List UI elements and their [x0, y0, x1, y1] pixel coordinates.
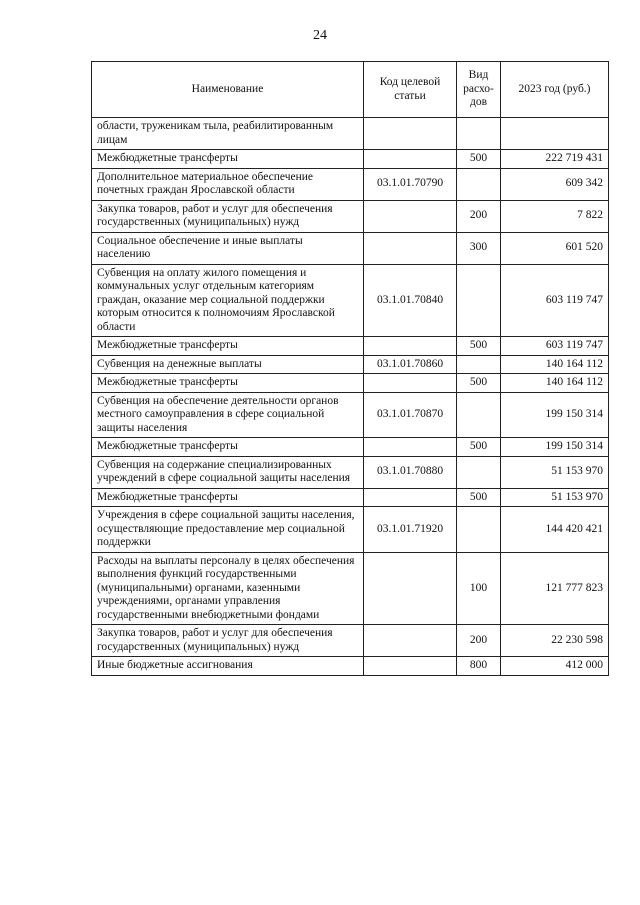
row-kind: 500 — [457, 488, 501, 507]
table-row — [92, 456, 609, 488]
row-sum: 412 000 — [501, 657, 609, 676]
row-kind: 200 — [457, 625, 501, 657]
row-name: Учреждения в сфере социальной защиты населения, осуществляющие предоставление мер социальной поддержки — [92, 507, 364, 553]
row-name: области, труженикам тыла, реабилитированным лицам — [92, 118, 364, 150]
row-name: Закупка товаров, работ и услуг для обеспечения государственных (муниципальных) нужд — [92, 625, 364, 657]
row-code — [364, 200, 457, 232]
row-code — [364, 657, 457, 676]
row-name: Закупка товаров, работ и услуг для обеспечения государственных (муниципальных) нужд — [92, 200, 364, 232]
row-name: Дополнительное материальное обеспечение почетных граждан Ярославской области — [92, 168, 364, 200]
row-code — [364, 232, 457, 264]
row-sum: 22 230 598 — [501, 625, 609, 657]
page-number: 24 — [313, 28, 327, 43]
table-row — [92, 337, 609, 356]
row-name: Межбюджетные трансферты — [92, 438, 364, 457]
table-row — [92, 507, 609, 553]
row-kind: 300 — [457, 232, 501, 264]
header-name: Наименование — [92, 62, 364, 118]
row-kind: 500 — [457, 337, 501, 356]
table-row — [92, 552, 609, 625]
table-row — [92, 232, 609, 264]
row-kind: 100 — [457, 552, 501, 625]
row-code — [364, 150, 457, 169]
row-code — [364, 625, 457, 657]
row-code: 03.1.01.70840 — [364, 264, 457, 337]
row-name: Субвенция на денежные выплаты — [92, 355, 364, 374]
row-sum: 51 153 970 — [501, 456, 609, 488]
row-kind — [457, 507, 501, 553]
row-sum: 603 119 747 — [501, 337, 609, 356]
row-name: Межбюджетные трансферты — [92, 337, 364, 356]
row-sum: 140 164 112 — [501, 374, 609, 393]
table-row — [92, 355, 609, 374]
row-kind — [457, 168, 501, 200]
row-kind: 200 — [457, 200, 501, 232]
table-row — [92, 438, 609, 457]
table-header-row — [92, 62, 609, 118]
row-sum: 51 153 970 — [501, 488, 609, 507]
row-kind — [457, 264, 501, 337]
table-row — [92, 657, 609, 676]
row-sum: 199 150 314 — [501, 438, 609, 457]
row-name: Социальное обеспечение и иные выплаты населению — [92, 232, 364, 264]
row-kind — [457, 355, 501, 374]
row-sum: 603 119 747 — [501, 264, 609, 337]
row-name: Субвенция на оплату жилого помещения и коммунальных услуг отдельным категориям граждан, оказание мер социальной поддержки которым относится к полномочиям Ярославской области — [92, 264, 364, 337]
row-name: Межбюджетные трансферты — [92, 488, 364, 507]
row-name: Межбюджетные трансферты — [92, 374, 364, 393]
row-sum: 222 719 431 — [501, 150, 609, 169]
table-row — [92, 118, 609, 150]
row-name: Субвенция на обеспечение деятельности органов местного самоуправления в сфере социальной защиты населения — [92, 392, 364, 438]
table-row — [92, 200, 609, 232]
row-code: 03.1.01.70860 — [364, 355, 457, 374]
row-code — [364, 118, 457, 150]
row-code: 03.1.01.70880 — [364, 456, 457, 488]
row-sum: 144 420 421 — [501, 507, 609, 553]
row-code — [364, 552, 457, 625]
table-row — [92, 625, 609, 657]
table-row — [92, 150, 609, 169]
row-code — [364, 488, 457, 507]
row-name: Расходы на выплаты персоналу в целях обеспечения выполнения функций государственными (муниципальными) органами, казенными учреждениями, органами управления государственными внебюджетными фондами — [92, 552, 364, 625]
row-kind — [457, 392, 501, 438]
row-sum: 609 342 — [501, 168, 609, 200]
row-name: Субвенция на содержание специализированных учреждений в сфере социальной защиты населения — [92, 456, 364, 488]
row-sum: 7 822 — [501, 200, 609, 232]
table-row — [92, 392, 609, 438]
header-sum: 2023 год (руб.) — [501, 62, 609, 118]
row-name: Иные бюджетные ассигнования — [92, 657, 364, 676]
table-row — [92, 264, 609, 337]
table-row — [92, 488, 609, 507]
row-sum: 121 777 823 — [501, 552, 609, 625]
budget-table — [91, 61, 609, 676]
row-sum: 140 164 112 — [501, 355, 609, 374]
table-row — [92, 168, 609, 200]
row-code — [364, 337, 457, 356]
row-kind: 500 — [457, 438, 501, 457]
row-code: 03.1.01.70790 — [364, 168, 457, 200]
row-kind — [457, 118, 501, 150]
row-sum — [501, 118, 609, 150]
row-name: Межбюджетные трансферты — [92, 150, 364, 169]
row-sum: 199 150 314 — [501, 392, 609, 438]
table-row — [92, 374, 609, 393]
row-kind: 500 — [457, 374, 501, 393]
header-kind: Вид расхо-дов — [457, 62, 501, 118]
row-code — [364, 438, 457, 457]
row-sum: 601 520 — [501, 232, 609, 264]
header-code: Код целевой статьи — [364, 62, 457, 118]
row-code — [364, 374, 457, 393]
row-kind — [457, 456, 501, 488]
row-code: 03.1.01.70870 — [364, 392, 457, 438]
row-kind: 800 — [457, 657, 501, 676]
row-code: 03.1.01.71920 — [364, 507, 457, 553]
row-kind: 500 — [457, 150, 501, 169]
